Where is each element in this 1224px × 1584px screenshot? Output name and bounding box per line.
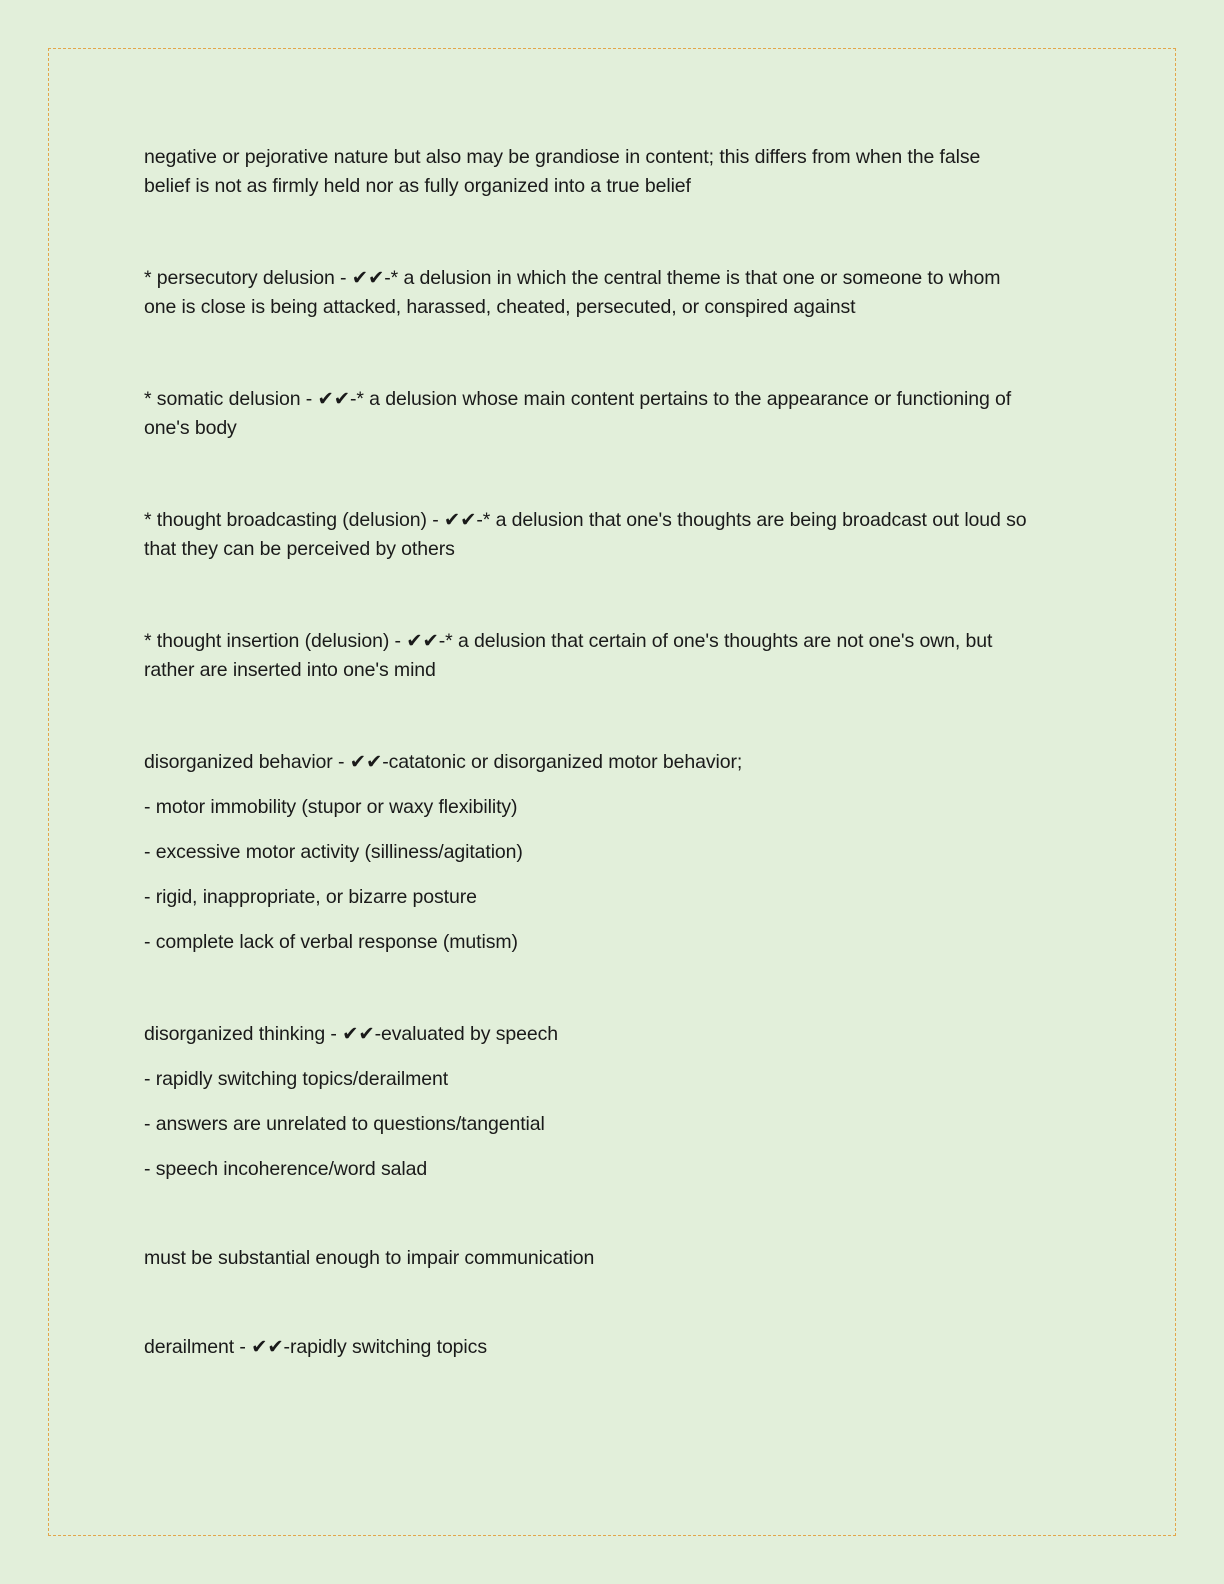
paragraph-pejorative-line-2: belief is not as firmly held nor as fully organized into a true belief — [144, 175, 691, 197]
disorganized-behavior-heading: disorganized behavior - ✔✔-catatonic or disorganized motor behavior; — [144, 751, 743, 773]
thought-insertion-line-2: rather are inserted into one's mind — [144, 659, 436, 681]
list-item: - rapidly switching topics/derailment — [144, 1068, 449, 1090]
thought-broadcasting-line-2: that they can be perceived by others — [144, 538, 455, 560]
list-item: - excessive motor activity (silliness/agitation) — [144, 841, 523, 863]
paragraph-pejorative-line-1: negative or pejorative nature but also may be grandiose in content; this differs from when the false — [144, 146, 981, 168]
derailment-entry: derailment - ✔✔-rapidly switching topics — [144, 1336, 487, 1358]
disorganized-thinking-heading: disorganized thinking - ✔✔-evaluated by speech — [144, 1023, 558, 1045]
list-item: - motor immobility (stupor or waxy flexibility) — [144, 796, 518, 818]
somatic-delusion-line-2: one's body — [144, 417, 237, 439]
thought-insertion-line-1: * thought insertion (delusion) - ✔✔-* a delusion that certain of one's thoughts are not one's own, but — [144, 630, 993, 652]
list-item: - complete lack of verbal response (mutism) — [144, 931, 518, 953]
persecutory-delusion-line-1: * persecutory delusion - ✔✔-* a delusion in which the central theme is that one or someone to whom — [144, 267, 1001, 289]
persecutory-delusion-line-2: one is close is being attacked, harassed, cheated, persecuted, or conspired against — [144, 296, 856, 318]
somatic-delusion-line-1: * somatic delusion - ✔✔-* a delusion whose main content pertains to the appearance or functioning of — [144, 388, 1012, 410]
thought-broadcasting-line-1: * thought broadcasting (delusion) - ✔✔-* a delusion that one's thoughts are being broadcast out loud so — [144, 509, 1027, 531]
list-item: - rigid, inappropriate, or bizarre posture — [144, 886, 477, 908]
disorganized-thinking-note: must be substantial enough to impair communication — [144, 1247, 595, 1269]
document-body — [144, 143, 1084, 1362]
list-item: - speech incoherence/word salad — [144, 1158, 428, 1180]
list-item: - answers are unrelated to questions/tangential — [144, 1113, 545, 1135]
